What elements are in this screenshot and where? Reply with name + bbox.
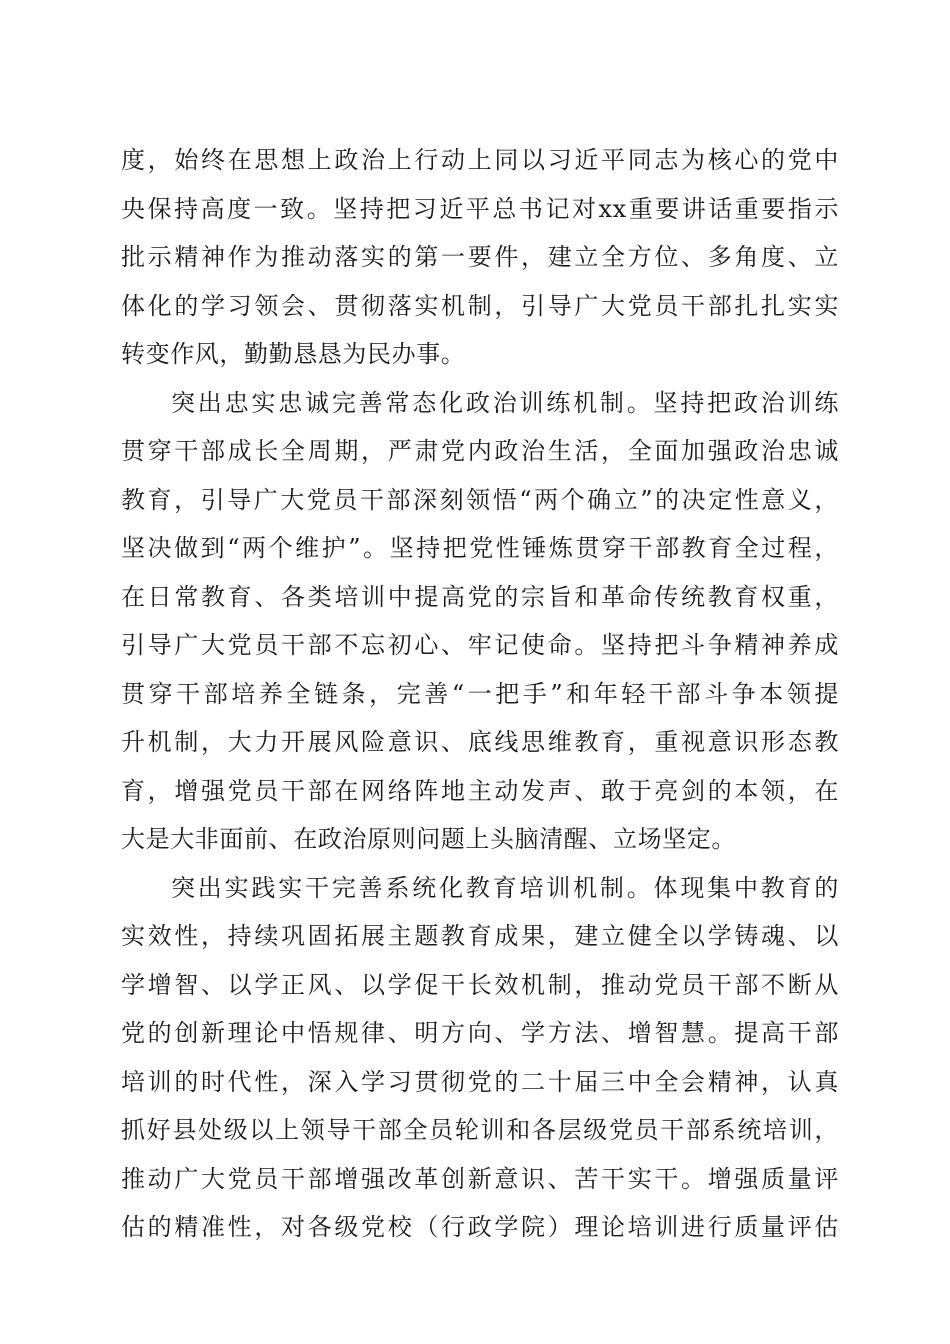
document-body [121,136,839,1252]
text-line: 贯穿干部培养全链条，完善“一把手”和年轻干部斗争本领提 [121,679,839,708]
paragraph-3 [121,864,839,1252]
text-line: 坚决做到“两个维护”。坚持把党性锤炼贯穿干部教育全过程， [121,534,839,562]
text-line: 实效性，持续巩固拓展主题教育成果，建立健全以学铸魂、以 [121,922,839,950]
text-line: 贯穿干部成长全周期，严肃党内政治生活，全面加强政治忠诚 [121,437,839,465]
text-line: 度，始终在思想上政治上行动上同以习近平同志为核心的党中 [121,146,839,174]
text-line: 升机制，大力开展风险意识、底线思维教育，重视意识形态教 [121,728,839,756]
text-line: 在日常教育、各类培训中提高党的宗旨和革命传统教育权重， [121,582,839,611]
text-line: 估的精准性，对各级党校（行政学院）理论培训进行质量评估 [121,1213,839,1241]
text-line: 学增智、以学正风、以学促干长效机制，推动党员干部不断从 [121,970,839,999]
text-line: 转变作风，勤勤恳恳为民办事。 [121,340,466,368]
text-line: 教育，引导广大党员干部深刻领悟“两个确立”的决定性意义， [121,485,839,514]
text-line: 央保持高度一致。坚持把习近平总书记对xx重要讲话重要指示 [121,194,839,223]
text-line: 抓好县处级以上领导干部全员轮训和各层级党员干部系统培训， [121,1116,839,1144]
text-line: 大是大非面前、在政治原则问题上头脑清醒、立场坚定。 [121,825,736,853]
text-line: 育，增强党员干部在网络阵地主动发声、敢于亮剑的本领，在 [121,776,839,805]
paragraph-1 [121,136,839,379]
text-line: 批示精神作为推动落实的第一要件，建立全方位、多角度、立 [121,243,839,271]
text-line: 引导广大党员干部不忘初心、牢记使命。坚持把斗争精神养成 [121,631,839,659]
text-line: 体化的学习领会、贯彻落实机制，引导广大党员干部扎扎实实 [121,291,839,320]
text-line: 党的创新理论中悟规律、明方向、学方法、增智慧。提高干部 [121,1019,839,1047]
text-line: 培训的时代性，深入学习贯彻党的二十届三中全会精神，认真 [121,1067,839,1096]
text-line: 突出实践实干完善系统化教育培训机制。体现集中教育的 [171,873,839,902]
paragraph-2 [121,379,839,864]
text-line: 推动广大党员干部增强改革创新意识、苦干实干。增强质量评 [121,1164,839,1193]
text-line: 突出忠实忠诚完善常态化政治训练机制。坚持把政治训练 [171,388,839,417]
